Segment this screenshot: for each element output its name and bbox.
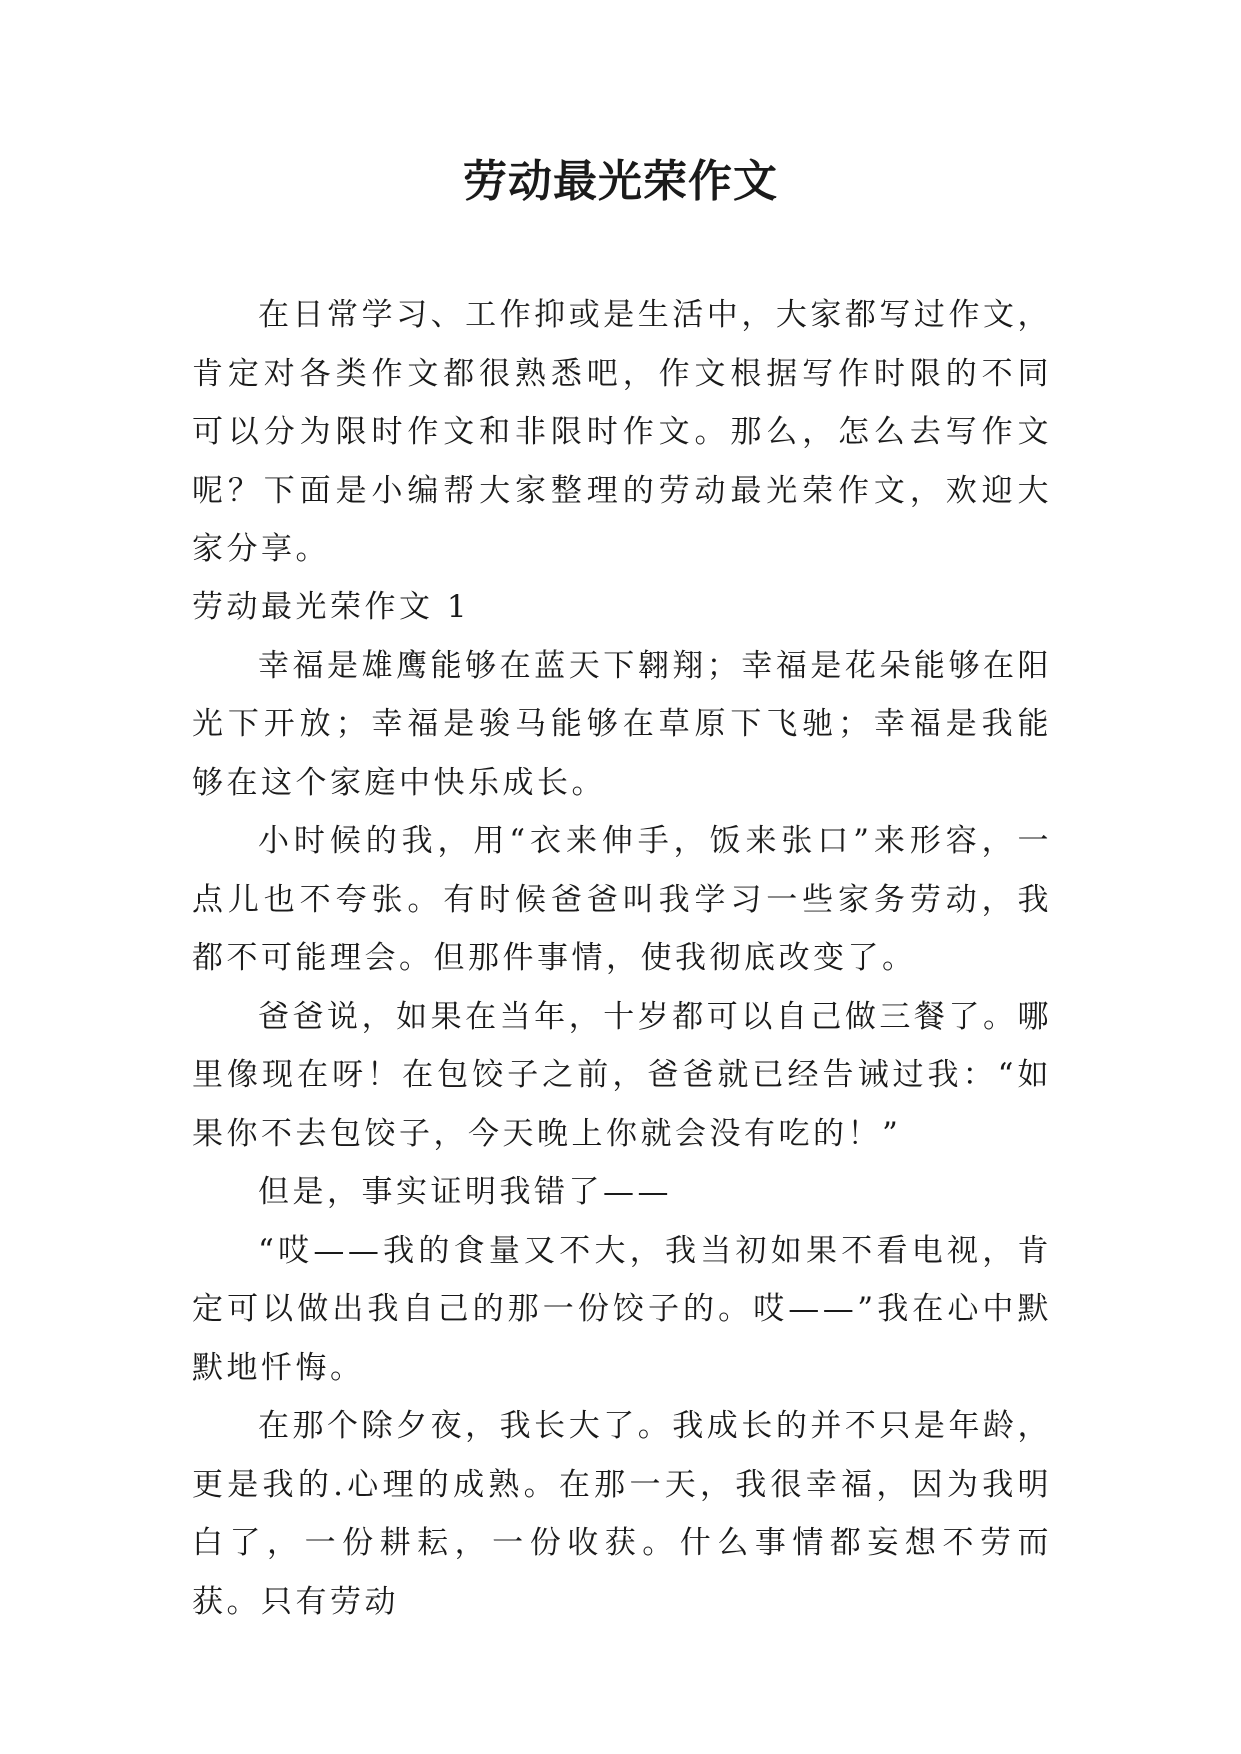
- essay-paragraph-1: 幸福是雄鹰能够在蓝天下翱翔；幸福是花朵能够在阳光下开放；幸福是骏马能够在草原下飞驰；幸福是我能够在这个家庭中快乐成长。: [192, 647, 1052, 801]
- intro-block: [192, 286, 1052, 579]
- essay-block: [192, 578, 1052, 1631]
- intro-paragraph: 在日常学习、工作抑或是生活中，大家都写过作文，肯定对各类作文都很熟悉吧，作文根据写作时限的不同可以分为限时作文和非限时作文。那么，怎么去写作文呢？下面是小编帮大家整理的劳动最光荣作文，欢迎大家分享。: [192, 297, 1052, 567]
- essay-paragraph-5: “哎——我的食量又不大，我当初如果不看电视，肯定可以做出我自己的那一份饺子的。哎——”我在心中默默地忏悔。: [192, 1232, 1052, 1386]
- essay-paragraph-2: 小时候的我，用“衣来伸手，饭来张口”来形容，一点儿也不夸张。有时候爸爸叫我学习一些家务劳动，我都不可能理会。但那件事情，使我彻底改变了。: [192, 823, 1052, 976]
- document-title: 劳动最光荣作文: [463, 156, 778, 207]
- section-heading: 劳动最光荣作文 1: [192, 589, 471, 625]
- essay-paragraph-4: 但是，事实证明我错了——: [258, 1174, 672, 1210]
- essay-paragraph-3: 爸爸说，如果在当年，十岁都可以自己做三餐了。哪里像现在呀！在包饺子之前，爸爸就已经告诫过我：“如果你不去包饺子，今天晚上你就会没有吃的！”: [192, 998, 1052, 1152]
- essay-paragraph-6: 在那个除夕夜，我长大了。我成长的并不只是年龄，更是我的.心理的成熟。在那一天，我很幸福，因为我明白了，一份耕耘，一份收获。什么事情都妄想不劳而获。只有劳动: [192, 1408, 1052, 1620]
